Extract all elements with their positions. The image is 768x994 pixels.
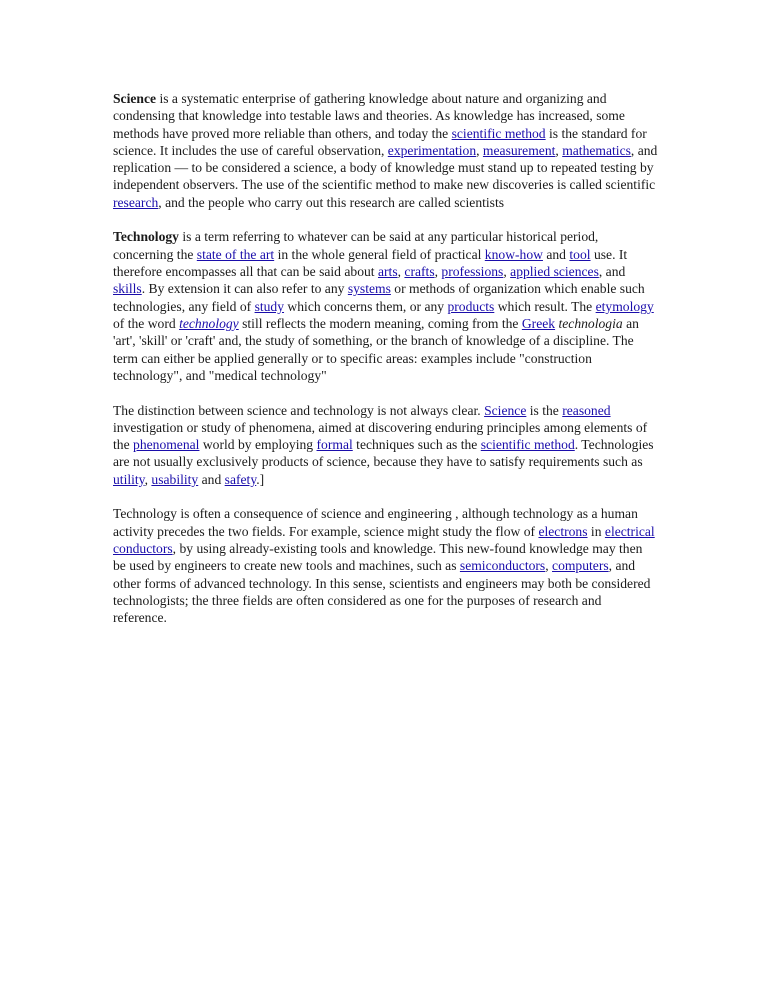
text-run: , and the people who carry out this research are called scientists [158, 194, 505, 210]
text-run: techniques such as the [352, 437, 481, 453]
document-body [113, 90, 658, 644]
text-run: is the standard for science. It includes the use of careful observation, [113, 125, 647, 158]
hyperlink[interactable]: study [254, 298, 285, 314]
text-run: of the word [113, 315, 180, 331]
hyperlink[interactable]: products [447, 298, 495, 314]
paragraph-4 [113, 505, 658, 626]
text-run: still reflects the modern meaning, coming from the [238, 315, 522, 331]
hyperlink[interactable]: experimentation [387, 142, 477, 158]
text-run: , [555, 142, 563, 158]
text-run: .] [256, 471, 265, 487]
text-run: , by using already-existing tools and knowledge. This new-found knowledge may then be used by engineers to create new tools and machines, such as [113, 541, 643, 574]
hyperlink[interactable]: usability [151, 471, 199, 487]
hyperlink[interactable]: phenomenal [133, 437, 200, 453]
hyperlink[interactable]: applied sciences [510, 264, 599, 280]
hyperlink[interactable]: utility [113, 471, 145, 487]
text-run: which concerns them, or any [284, 298, 448, 314]
hyperlink[interactable]: scientific method [451, 125, 546, 141]
text-run: in [587, 523, 605, 539]
text-run: , and [598, 264, 626, 280]
text-run: or methods of organization which enable such technologies, any field of [113, 281, 645, 314]
hyperlink[interactable]: electrical conductors [113, 523, 655, 556]
text-run: an 'art', 'skill' or 'craft' and, the study of something, or the branch of knowledge of a discipline. The term can either be applied generally or to specific areas: examples include "construction technology", and "medical technology" [113, 315, 639, 383]
hyperlink[interactable]: crafts [404, 264, 435, 280]
bold-term: Technology [113, 229, 179, 245]
hyperlink[interactable]: technology [179, 315, 239, 331]
hyperlink[interactable]: reasoned [562, 402, 611, 418]
text-run: is a term referring to whatever can be said at any particular historical period, concerning the [113, 229, 599, 262]
paragraph-3 [113, 402, 658, 488]
hyperlink[interactable]: arts [377, 264, 398, 280]
text-run: use. It therefore encompasses all that can be said about [113, 246, 628, 280]
text-run: , [545, 558, 553, 574]
hyperlink[interactable]: systems [347, 281, 391, 297]
text-run: and [198, 471, 225, 487]
text-run: , and replication — to be considered a science, a body of knowledge must stand up to repeated testing by independent observers. The use of the scientific method to make new discoveries is called scientific [113, 142, 658, 193]
hyperlink[interactable]: measurement [482, 142, 556, 158]
hyperlink[interactable]: etymology [595, 298, 654, 314]
hyperlink[interactable]: mathematics [562, 142, 631, 158]
text-run: Technology is often a consequence of science and engineering , although technology as a human activity precedes the two fields. For example, science might study the flow of [113, 506, 638, 539]
hyperlink[interactable]: know-how [484, 246, 543, 262]
bold-term: Science [113, 91, 157, 106]
hyperlink[interactable]: formal [316, 437, 353, 453]
hyperlink[interactable]: safety [224, 471, 257, 487]
hyperlink[interactable]: semiconductors [459, 558, 546, 574]
text-run: , [503, 264, 511, 280]
hyperlink[interactable]: state of the art [196, 246, 275, 262]
hyperlink[interactable]: electrons [538, 523, 588, 539]
paragraph-2 [113, 228, 658, 384]
text-run: , [397, 264, 405, 280]
text-run: investigation or study of phenomena, aimed at discovering enduring principles among elements of the [113, 419, 648, 453]
text-run: . By extension it can also refer to any [141, 281, 348, 297]
text-run: , [144, 471, 152, 487]
hyperlink[interactable]: professions [441, 264, 504, 280]
text-run: and [542, 246, 570, 262]
hyperlink[interactable]: research [113, 194, 159, 210]
hyperlink[interactable]: Greek [521, 315, 556, 331]
hyperlink[interactable]: Science [484, 402, 527, 418]
text-run: which result. The [494, 298, 596, 314]
text-run: The distinction between science and technology is not always clear. [113, 402, 485, 418]
text-run: is the [526, 402, 563, 418]
hyperlink[interactable]: scientific method [480, 437, 575, 453]
text-run: in the whole general field of practical [274, 246, 485, 262]
paragraph-1 [113, 90, 658, 211]
text-run: world by employing [199, 437, 317, 453]
hyperlink[interactable]: computers [552, 558, 609, 574]
hyperlink[interactable]: skills [113, 281, 142, 297]
text-run: , and other forms of advanced technology. In this sense, scientists and engineers may both be considered technologists; the three fields are often considered as one for the purposes of research and reference. [113, 558, 651, 626]
text-run: . Technologies are not usually exclusively products of science, because they have to satisfy requirements such as [113, 437, 654, 470]
hyperlink[interactable]: tool [569, 246, 591, 262]
text-run: technologia [558, 315, 623, 331]
text-run: , [434, 264, 442, 280]
text-run: is a systematic enterprise of gathering knowledge about nature and organizing and condensing that knowledge into testable laws and theories. As knowledge has increased, some methods have proved more reliable than others, and today the [113, 91, 625, 141]
text-run: , [476, 142, 483, 158]
